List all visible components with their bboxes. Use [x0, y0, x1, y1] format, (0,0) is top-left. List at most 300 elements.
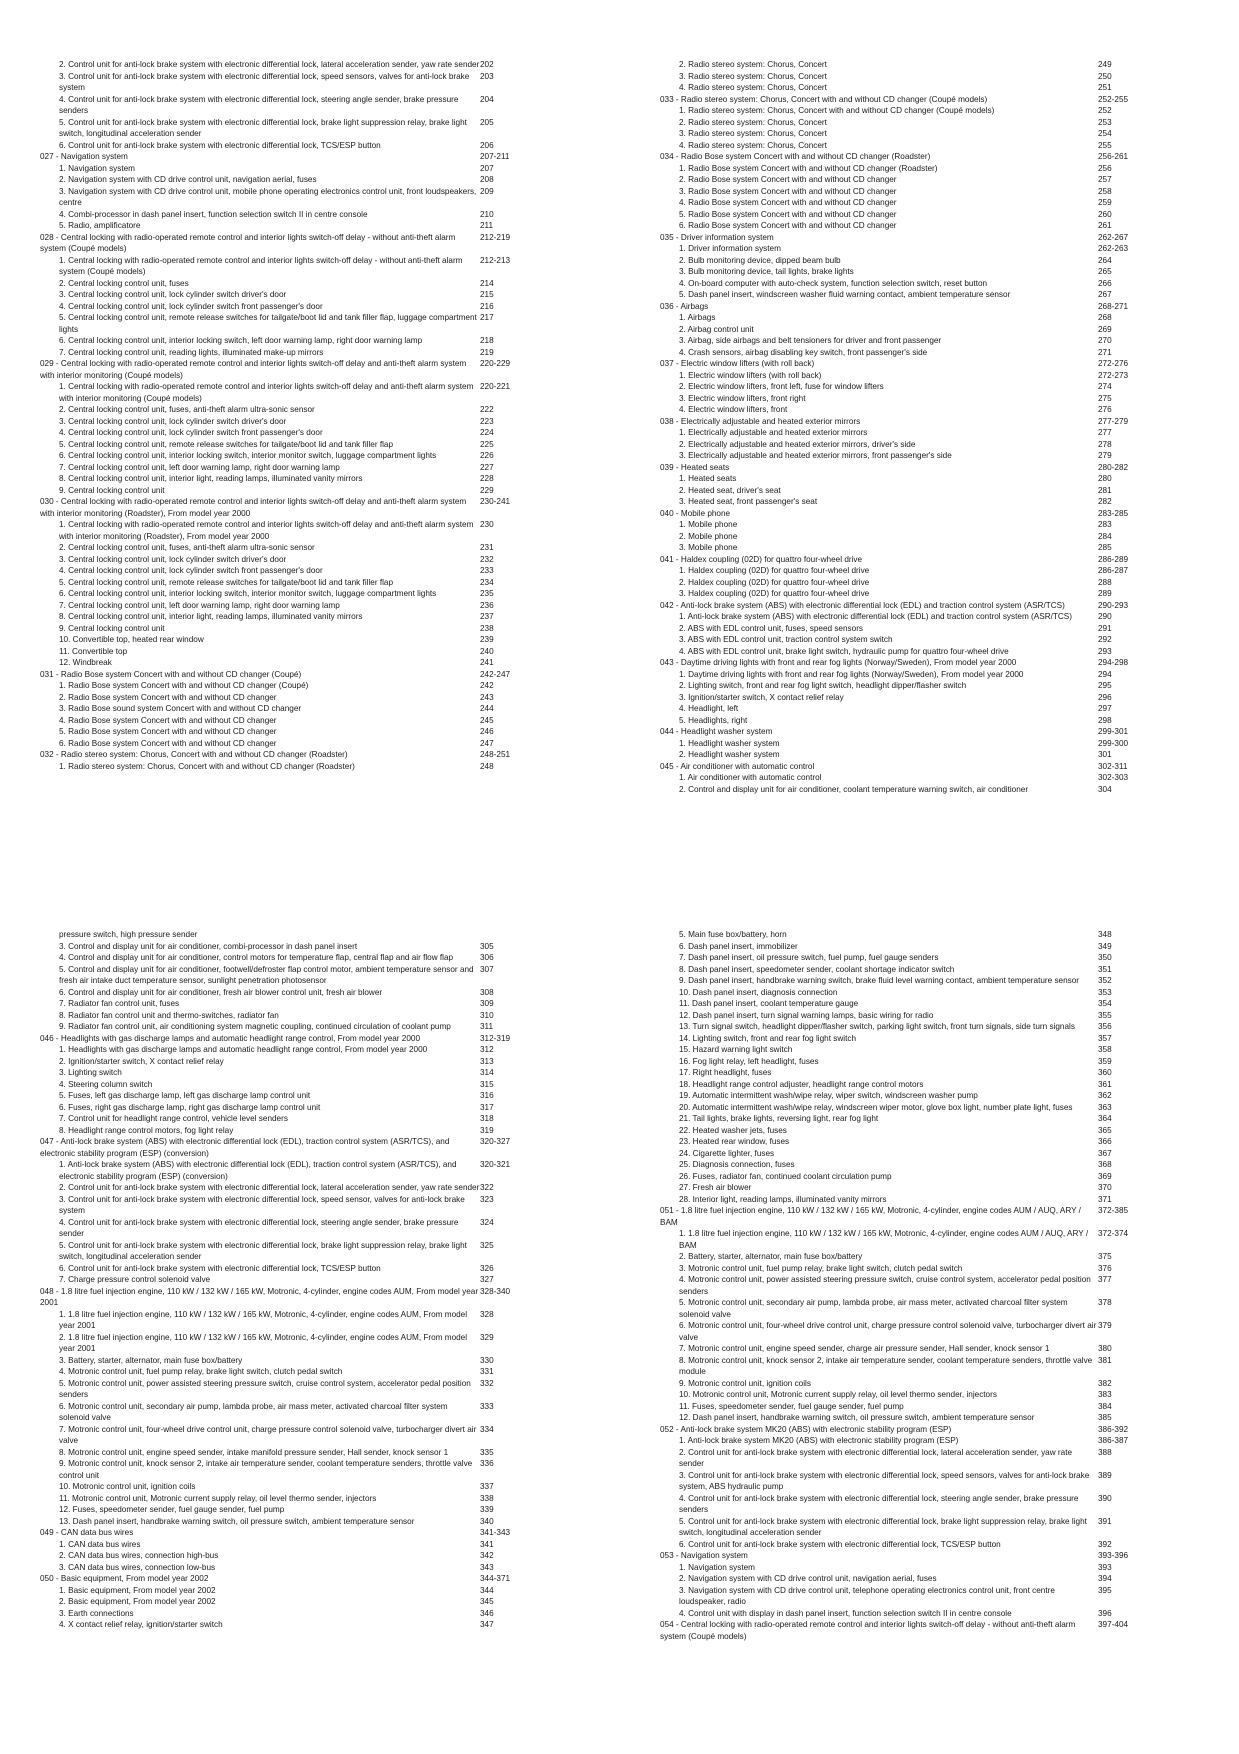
entry-title: 27. Fresh air blower	[679, 1183, 752, 1192]
toc-subentry	[40, 1102, 560, 1114]
toc-subentry	[40, 565, 560, 577]
entry-title: 5. Radio, amplificatore	[59, 221, 141, 230]
entry-page-number: 283	[1098, 520, 1112, 529]
entry-page-number: 209	[480, 186, 494, 196]
entry-title: 3. Bulb monitoring device, tail lights, brake lights	[679, 267, 854, 276]
toc-subentry	[40, 117, 560, 140]
entry-title: 4. Control unit for anti-lock brake system with electronic differential lock, steering angle sender, brake pressure senders	[679, 1493, 1079, 1514]
entry-title: 1. Radio stereo system: Chorus, Concert with and without CD changer (Coupé models)	[679, 106, 995, 115]
entry-title: 7. Control unit for headlight range control, vehicle level senders	[59, 1114, 288, 1123]
entry-title: 2. Airbag control unit	[679, 324, 754, 334]
entry-title: 045 - Air conditioner with automatic control	[660, 761, 815, 771]
entry-title: 1. Navigation system	[59, 163, 135, 173]
entry-page-number: 356	[1098, 1022, 1112, 1031]
entry-title: 033 - Radio stereo system: Chorus, Concert with and without CD changer (Coupé models)	[660, 94, 988, 104]
entry-page-number: 285	[1098, 543, 1112, 552]
entry-page-number: 293	[1098, 646, 1112, 656]
entry-title: 5. Dash panel insert, windscreen washer fluid warning contact, ambient temperature sensor	[679, 290, 1011, 299]
entry-title: 9. Motronic control unit, ignition coils	[679, 1378, 811, 1388]
toc-section-entry	[660, 462, 1200, 474]
entry-title: 037 - Electric window lifters (with roll back)	[660, 359, 815, 368]
entry-title: 046 - Headlights with gas discharge lamps and automatic headlight range control, From model year 2000	[40, 1033, 421, 1043]
entry-page-number: 392	[1098, 1539, 1112, 1549]
entry-title: 034 - Radio Bose system Concert with and without CD changer (Roadster)	[660, 152, 931, 161]
toc-subentry	[40, 577, 560, 589]
entry-title: 4. Control and display unit for air conditioner, control motors for temperature flap, central flap and air flow flap	[59, 953, 454, 962]
entry-title: 2. 1.8 litre fuel injection engine, 110 kW / 132 kW / 165 kW, Motronic, 4-cylinder, engine codes AUM, From model year 2001	[59, 1332, 468, 1353]
entry-page-number: 208	[480, 175, 494, 184]
toc-subentry	[40, 1447, 560, 1459]
toc-subentry	[660, 565, 1200, 577]
entry-page-number: 249	[1098, 60, 1112, 69]
entry-page-number: 393	[1098, 1562, 1112, 1572]
entry-title: 4. Radio stereo system: Chorus, Concert	[679, 83, 827, 92]
toc-subentry	[40, 174, 560, 186]
entry-title: 2. Haldex coupling (02D) for quattro four-wheel drive	[679, 577, 870, 587]
entry-page-number: 388	[1098, 1447, 1112, 1457]
toc-subentry	[40, 1493, 560, 1505]
entry-page-number: 372-385	[1098, 1206, 1129, 1215]
entry-page-number: 206	[480, 140, 494, 150]
toc-subentry	[40, 941, 560, 953]
entry-page-number: 366	[1098, 1137, 1112, 1146]
entry-title: 10. Convertible top, heated rear window	[59, 635, 204, 644]
toc-subentry	[660, 715, 1200, 727]
toc-subentry	[660, 738, 1200, 750]
entry-title: 1. Navigation system	[679, 1562, 755, 1572]
toc-subentry	[660, 1573, 1200, 1585]
toc-subentry	[40, 140, 560, 152]
entry-page-number: 335	[480, 1447, 494, 1457]
entry-page-number: 227	[480, 462, 494, 472]
entry-page-number: 280-282	[1098, 462, 1129, 472]
entry-page-number: 362	[1098, 1091, 1112, 1100]
toc-subentry	[40, 726, 560, 738]
toc-subentry	[40, 554, 560, 566]
entry-title: 2. Navigation system with CD drive control unit, navigation aerial, fuses	[679, 1574, 937, 1583]
entry-page-number: 203	[480, 71, 494, 81]
toc-section-entry	[660, 301, 1200, 313]
entry-title: 2. Central locking control unit, fuses, anti-theft alarm ultra-sonic sensor	[59, 405, 315, 414]
entry-title: 5. Central locking control unit, remote release switches for tailgate/boot lid and tank filler flap, luggage compartment lights	[59, 313, 477, 334]
entry-page-number: 268-271	[1098, 301, 1129, 311]
entry-title: 5. Headlights, right	[679, 715, 748, 725]
entry-page-number: 281	[1098, 485, 1112, 495]
toc-subentry	[40, 600, 560, 612]
toc-subentry	[40, 1125, 560, 1137]
entry-title: 2. Headlight washer system	[679, 750, 780, 759]
entry-title: 4. Steering column switch	[59, 1079, 153, 1089]
entry-title: 1. Radio Bose system Concert with and without CD changer (Roadster)	[679, 163, 938, 173]
entry-title: 4. Crash sensors, airbag disabling key switch, front passenger's side	[679, 347, 928, 357]
entry-page-number: 344-371	[480, 1574, 511, 1583]
entry-page-number: 320-327	[480, 1137, 511, 1146]
entry-page-number: 205	[480, 117, 494, 127]
entry-page-number: 314	[480, 1068, 494, 1077]
entry-page-number: 225	[480, 439, 494, 449]
entry-page-number: 251	[1098, 83, 1112, 92]
entry-page-number: 336	[480, 1459, 494, 1468]
entry-title: 2. Basic equipment, From model year 2002	[59, 1597, 216, 1606]
entry-page-number: 360	[1098, 1068, 1112, 1077]
entry-page-number: 272-273	[1098, 370, 1129, 380]
toc-subentry	[40, 715, 560, 727]
toc-subentry	[40, 634, 560, 646]
entry-page-number: 371	[1098, 1194, 1112, 1204]
entry-page-number: 248-251	[480, 750, 511, 759]
entry-page-number: 347	[480, 1620, 494, 1629]
entry-title: 2. Electric window lifters, front left, fuse for window lifters	[679, 382, 884, 391]
toc-subentry	[660, 255, 1200, 267]
toc-subentry	[40, 964, 560, 987]
toc-subentry	[660, 220, 1200, 232]
entry-title: 28. Interior light, reading lamps, illuminated vanity mirrors	[679, 1194, 887, 1204]
toc-subentry	[660, 82, 1200, 94]
toc-section-entry	[40, 1286, 560, 1309]
toc-subentry	[660, 1171, 1200, 1183]
entry-page-number: 318	[480, 1114, 494, 1123]
entry-title: 13. Dash panel insert, handbrake warning switch, oil pressure switch, ambient temperature sensor	[59, 1516, 415, 1526]
entry-page-number: 220-221	[480, 382, 511, 391]
entry-page-number: 298	[1098, 715, 1112, 725]
entry-title: 5. Central locking control unit, remote release switches for tailgate/boot lid and tank filler flap	[59, 439, 394, 449]
entry-title: 4. Control unit for anti-lock brake system with electronic differential lock, steering angle sender, brake pressure senders	[59, 94, 459, 115]
entry-page-number: 325	[480, 1240, 494, 1250]
entry-title: 7. Charge pressure control solenoid valve	[59, 1275, 211, 1284]
entry-title: 5. Control unit for anti-lock brake system with electronic differential lock, brake light suppression relay, brake light switch, longitudinal acceleration sender	[679, 1516, 1087, 1537]
entry-title: 6. Radio Bose system Concert with and without CD changer	[679, 221, 897, 230]
toc-subentry	[660, 266, 1200, 278]
entry-page-number: 328-340	[480, 1286, 511, 1296]
toc-subentry	[660, 1401, 1200, 1413]
entry-title: 1. Central locking with radio-operated remote control and interior lights switch-off delay - without anti-theft alarm system (Coupé models)	[59, 255, 463, 276]
entry-title: 21. Tail lights, brake lights, reversing light, rear fog light	[679, 1114, 879, 1123]
entry-title: 2. Electrically adjustable and heated exterior mirrors, driver's side	[679, 439, 916, 449]
entry-title: 16. Fog light relay, left headlight, fuses	[679, 1056, 819, 1066]
toc-subentry	[660, 312, 1200, 324]
toc-section-entry	[660, 657, 1200, 669]
entry-page-number: 340	[480, 1516, 494, 1526]
entry-page-number: 277	[1098, 428, 1112, 437]
toc-subentry	[660, 975, 1200, 987]
toc-subentry	[660, 1044, 1200, 1056]
entry-title: 6. Dash panel insert, immobilizer	[679, 941, 798, 951]
toc-subentry	[40, 1608, 560, 1620]
entry-title: 5. Control unit for anti-lock brake system with electronic differential lock, brake light suppression relay, brake light switch, longitudinal acceleration sender	[59, 1240, 467, 1261]
entry-page-number: 337	[480, 1482, 494, 1491]
entry-page-number: 354	[1098, 999, 1112, 1008]
toc-section-entry	[660, 761, 1200, 773]
entry-page-number: 231	[480, 543, 494, 552]
entry-title: 2. Radio stereo system: Chorus, Concert	[679, 60, 827, 69]
toc-subentry	[40, 1378, 560, 1401]
toc-subentry	[40, 1274, 560, 1286]
entry-title: 2. Lighting switch, front and rear fog light switch, headlight dipper/flasher switch	[679, 681, 967, 690]
entry-page-number: 255	[1098, 140, 1112, 150]
entry-title: 8. Central locking control unit, interior light, reading lamps, illuminated vanity mirrors	[59, 612, 363, 621]
entry-title: 3. Control and display unit for air conditioner, combi-processor in dash panel insert	[59, 941, 358, 951]
entry-title: 23. Heated rear window, fuses	[679, 1137, 790, 1146]
entry-title: 1. Anti-lock brake system (ABS) with electronic differential lock (EDL), traction control system (ASR/TCS), and electronic stability program (ESP) (conversion)	[59, 1160, 457, 1181]
entry-page-number: 372-374	[1098, 1229, 1129, 1238]
entry-title: 031 - Radio Bose system Concert with and without CD changer (Coupé)	[40, 669, 302, 679]
entry-title: 3. Heated seat, front passenger's seat	[679, 497, 818, 506]
entry-title: 029 - Central locking with radio-operated remote control and interior lights switch-off delay and anti-theft alarm system with interior monitoring (Coupé models)	[40, 359, 467, 380]
entry-title: 035 - Driver information system	[660, 232, 774, 242]
entry-title: 3. Radio stereo system: Chorus, Concert	[679, 129, 827, 138]
toc-subentry	[40, 1263, 560, 1275]
entry-title: 039 - Heated seats	[660, 462, 730, 472]
toc-subentry	[660, 1412, 1200, 1424]
entry-page-number: 346	[480, 1608, 494, 1618]
entry-title: 053 - Navigation system	[660, 1551, 748, 1560]
entry-title: 036 - Airbags	[660, 301, 709, 311]
toc-subentry	[660, 1090, 1200, 1102]
entry-page-number: 395	[1098, 1585, 1112, 1595]
entry-page-number: 223	[480, 416, 494, 426]
entry-page-number: 283-285	[1098, 508, 1129, 518]
toc-subentry	[660, 964, 1200, 976]
entry-title: 11. Fuses, speedometer sender, fuel gauge sender, fuel pump	[679, 1401, 904, 1411]
toc-subentry	[40, 1355, 560, 1367]
entry-page-number: 312-319	[480, 1033, 511, 1043]
entry-page-number: 204	[480, 94, 494, 104]
entry-title: 3. Mobile phone	[679, 543, 738, 552]
toc-subentry	[40, 1079, 560, 1091]
toc-subentry	[660, 703, 1200, 715]
toc-subentry	[40, 692, 560, 704]
entry-page-number: 286-289	[1098, 554, 1129, 564]
entry-page-number: 216	[480, 301, 494, 311]
toc-section-entry	[660, 358, 1200, 370]
entry-page-number: 295	[1098, 681, 1112, 690]
entry-page-number: 245	[480, 715, 494, 725]
toc-subentry	[40, 1424, 560, 1447]
entry-page-number: 290	[1098, 612, 1112, 621]
entry-page-number: 320-321	[480, 1160, 511, 1169]
entry-title: 4. Motronic control unit, power assisted steering pressure switch, cruise control system, accelerator pedal position senders	[679, 1275, 1091, 1296]
toc-subentry	[40, 738, 560, 750]
toc-subentry	[660, 611, 1200, 623]
entry-page-number: 252-255	[1098, 94, 1129, 104]
entry-title: 8. Headlight range control motors, fog light relay	[59, 1125, 234, 1135]
entry-title: 7. Motronic control unit, engine speed sender, charge air pressure sender, Hall sender, knock sensor 1	[679, 1344, 1050, 1353]
entry-page-number: 302-303	[1098, 773, 1129, 782]
toc-subentry	[660, 646, 1200, 658]
entry-title: 20. Automatic intermittent wash/wipe relay, windscreen wiper motor, glove box light, number plate light, fuses	[679, 1102, 1073, 1112]
toc-subentry	[660, 278, 1200, 290]
entry-page-number: 380	[1098, 1344, 1112, 1353]
entry-page-number: 389	[1098, 1470, 1112, 1480]
entry-page-number: 214	[480, 278, 494, 288]
entry-title: 2. Radio stereo system: Chorus, Concert	[679, 117, 827, 127]
entry-page-number: 342	[480, 1551, 494, 1560]
entry-title: 1. Driver information system	[679, 244, 781, 253]
entry-title: 8. Dash panel insert, speedometer sender, coolant shortage indicator switch	[679, 964, 955, 974]
entry-page-number: 262-263	[1098, 244, 1129, 253]
toc-subentry	[40, 94, 560, 117]
entry-title: 2. Central locking control unit, fuses, anti-theft alarm ultra-sonic sensor	[59, 543, 315, 552]
entry-page-number: 312	[480, 1045, 494, 1054]
toc-subentry	[40, 680, 560, 692]
entry-title: 2. Battery, starter, alternator, main fuse box/battery	[679, 1252, 863, 1261]
entry-page-number: 272-276	[1098, 359, 1129, 368]
entry-title: 5. Radio Bose system Concert with and without CD changer	[59, 727, 277, 736]
toc-subentry	[660, 324, 1200, 336]
toc-subentry	[660, 1159, 1200, 1171]
entry-page-number: 289	[1098, 589, 1112, 598]
toc-subentry	[660, 496, 1200, 508]
toc-subentry	[40, 1619, 560, 1631]
toc-subentry	[660, 1447, 1200, 1470]
entry-page-number: 381	[1098, 1355, 1112, 1365]
entry-page-number: 275	[1098, 393, 1112, 403]
toc-subentry	[40, 588, 560, 600]
toc-subentry	[40, 278, 560, 290]
entry-page-number: 329	[480, 1332, 494, 1342]
entry-page-number: 353	[1098, 987, 1112, 997]
entry-title: 15. Hazard warning light switch	[679, 1045, 793, 1054]
entry-page-number: 233	[480, 566, 494, 575]
entry-page-number: 256-261	[1098, 152, 1129, 161]
entry-title: 3. Control unit for anti-lock brake system with electronic differential lock, speed sensors, valves for anti-lock brake system	[59, 71, 470, 92]
toc-subentry	[660, 1493, 1200, 1516]
entry-title: 6. Control unit for anti-lock brake system with electronic differential lock, TCS/ESP button	[679, 1539, 1001, 1549]
toc-subentry	[660, 105, 1200, 117]
toc-subentry	[40, 1401, 560, 1424]
toc-subentry	[40, 1504, 560, 1516]
entry-page-number: 222	[480, 405, 494, 414]
toc-page-2	[660, 59, 1200, 842]
toc-subentry	[660, 1378, 1200, 1390]
entry-title: 2. Control unit for anti-lock brake system with electronic differential lock, lateral acceleration sender, yaw rate sender	[59, 60, 480, 69]
toc-subentry	[660, 381, 1200, 393]
entry-title: 2. Radio Bose system Concert with and without CD changer	[59, 692, 277, 702]
toc-subentry	[40, 1516, 560, 1528]
entry-title: 8. Radiator fan control unit and thermo-switches, radiator fan	[59, 1010, 279, 1020]
toc-section-entry	[40, 669, 560, 681]
toc-subentry	[40, 1550, 560, 1562]
entry-page-number: 331	[480, 1367, 494, 1376]
entry-title: 1. Headlight washer system	[679, 738, 780, 748]
entry-page-number: 269	[1098, 324, 1112, 334]
toc-subentry	[660, 784, 1200, 796]
entry-title: 5. Main fuse box/battery, horn	[679, 930, 787, 939]
entry-page-number: 308	[480, 987, 494, 997]
toc-subentry	[660, 289, 1200, 301]
entry-title: 10. Dash panel insert, diagnosis connection	[679, 987, 838, 997]
entry-page-number: 359	[1098, 1056, 1112, 1066]
toc-subentry	[660, 1194, 1200, 1206]
entry-title: 17. Right headlight, fuses	[679, 1068, 772, 1077]
entry-page-number: 361	[1098, 1079, 1112, 1089]
entry-title: 9. Central locking control unit	[59, 485, 165, 495]
toc-subentry	[660, 749, 1200, 761]
entry-page-number: 369	[1098, 1171, 1112, 1181]
entry-page-number: 358	[1098, 1045, 1112, 1054]
entry-title: 6. Central locking control unit, interior locking switch, left door warning lamp, right door warning lamp	[59, 336, 423, 345]
entry-title: 11. Convertible top	[59, 646, 128, 656]
entry-page-number: 315	[480, 1079, 494, 1089]
entry-page-number: 370	[1098, 1183, 1112, 1192]
entry-title: 2. Mobile phone	[679, 531, 738, 541]
toc-subentry	[660, 1608, 1200, 1620]
entry-title: 10. Motronic control unit, Motronic current supply relay, oil level thermo sender, injectors	[679, 1390, 997, 1399]
entry-title: 3. Battery, starter, alternator, main fuse box/battery	[59, 1355, 243, 1365]
entry-title: 1. Radio stereo system: Chorus, Concert with and without CD changer (Roadster)	[59, 761, 355, 771]
toc-section-entry	[660, 508, 1200, 520]
toc-subentry	[40, 542, 560, 554]
toc-subentry	[660, 577, 1200, 589]
toc-subentry	[40, 703, 560, 715]
entry-page-number: 394	[1098, 1574, 1112, 1583]
toc-subentry	[660, 1562, 1200, 1574]
toc-subentry	[40, 1585, 560, 1597]
toc-subentry	[660, 1539, 1200, 1551]
toc-subentry	[40, 312, 560, 335]
entry-page-number: 299-300	[1098, 738, 1129, 748]
entry-title: 4. Headlight, left	[679, 704, 739, 713]
toc-subentry	[660, 1389, 1200, 1401]
entry-page-number: 259	[1098, 198, 1112, 207]
entry-title: 1. Mobile phone	[679, 520, 738, 529]
toc-subentry	[40, 657, 560, 669]
toc-subentry	[660, 1056, 1200, 1068]
entry-title: 027 - Navigation system	[40, 152, 128, 161]
toc-subentry	[660, 140, 1200, 152]
entry-page-number: 294	[1098, 669, 1112, 679]
entry-title: 028 - Central locking with radio-operated remote control and interior lights switch-off delay - without anti-theft alarm system (Coupé models)	[40, 232, 456, 253]
entry-page-number: 262-267	[1098, 232, 1129, 242]
entry-page-number: 230	[480, 520, 494, 529]
entry-title: 13. Turn signal switch, headlight dipper/flasher switch, parking light switch, front turn signals, side turn signals	[679, 1022, 1075, 1031]
toc-subentry	[660, 186, 1200, 198]
entry-page-number: 324	[480, 1217, 494, 1227]
entry-page-number: 253	[1098, 117, 1112, 127]
entry-title: 14. Lighting switch, front and rear fog light switch	[679, 1033, 857, 1043]
toc-subentry	[660, 952, 1200, 964]
entry-title: 3. Electric window lifters, front right	[679, 393, 806, 403]
entry-title: 3. Ignition/starter switch, X contact relief relay	[679, 692, 844, 702]
entry-page-number: 393-396	[1098, 1551, 1129, 1560]
entry-page-number: 296	[1098, 692, 1112, 702]
entry-page-number: 328	[480, 1309, 494, 1319]
entry-title: 1. Haldex coupling (02D) for quattro four-wheel drive	[679, 566, 870, 575]
entry-page-number: 207-211	[480, 152, 510, 161]
toc-subentry	[660, 393, 1200, 405]
entry-title: 6. Radio Bose system Concert with and without CD changer	[59, 738, 277, 748]
entry-title: 24. Cigarette lighter, fuses	[679, 1148, 775, 1158]
entry-title: 1. 1.8 litre fuel injection engine, 110 kW / 132 kW / 165 kW, Motronic, 4-cylinder, engine codes AUM, From model year 2001	[59, 1309, 468, 1330]
entry-page-number: 333	[480, 1401, 494, 1411]
toc-subentry	[660, 1182, 1200, 1194]
entry-page-number: 238	[480, 623, 494, 633]
entry-page-number: 248	[480, 761, 494, 771]
entry-page-number: 307	[480, 964, 494, 974]
entry-page-number: 277-279	[1098, 416, 1129, 426]
entry-title: 052 - Anti-lock brake system MK20 (ABS) with electronic stability program (ESP)	[660, 1424, 952, 1434]
entry-title: 2. Ignition/starter switch, X contact relief relay	[59, 1056, 224, 1066]
toc-subentry	[660, 209, 1200, 221]
entry-page-number: 304	[1098, 784, 1112, 794]
toc-subentry	[40, 427, 560, 439]
entry-page-number: 266	[1098, 278, 1112, 288]
toc-subentry	[660, 1125, 1200, 1137]
toc-subentry	[660, 588, 1200, 600]
entry-page-number: 384	[1098, 1401, 1112, 1411]
entry-page-number: 257	[1098, 175, 1112, 184]
entry-page-number: 349	[1098, 941, 1112, 951]
